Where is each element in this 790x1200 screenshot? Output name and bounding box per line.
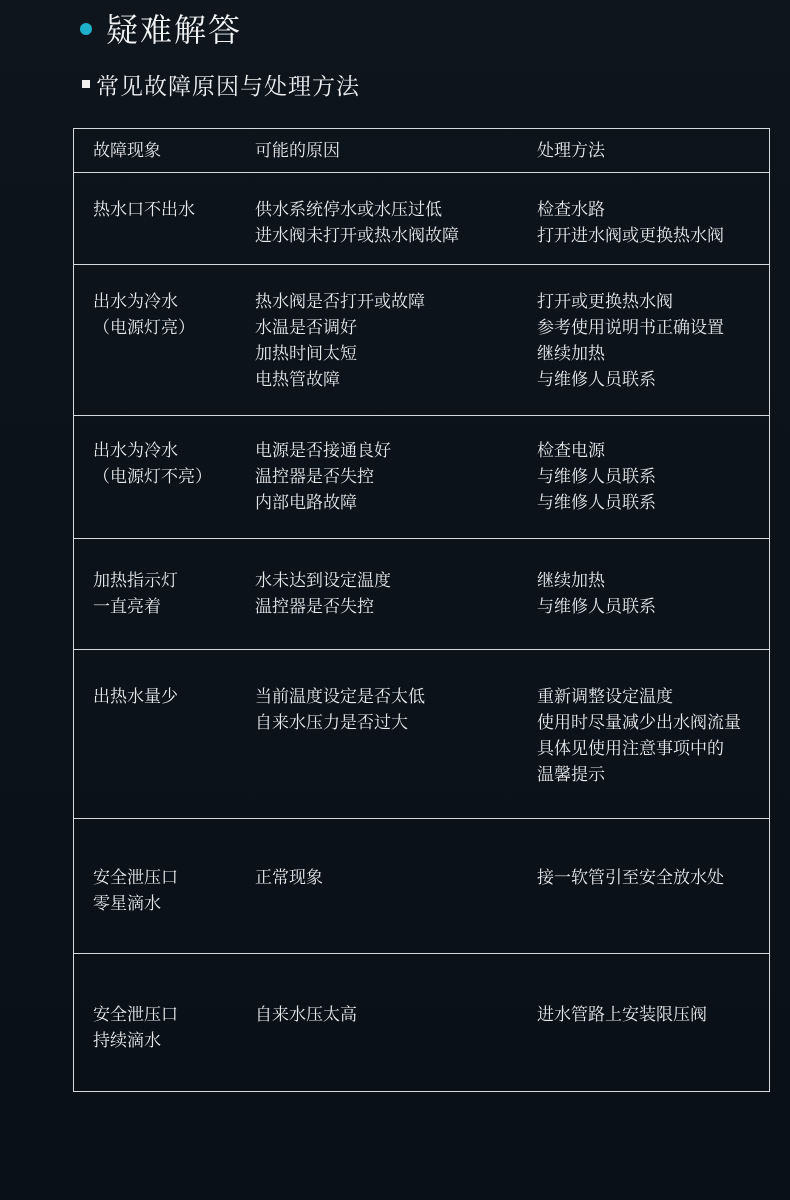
header-cause: 可能的原因 (255, 141, 340, 161)
table-row (74, 265, 769, 416)
table-row (74, 819, 769, 954)
symptom-cell: 加热指示灯 一直亮着 (93, 571, 178, 617)
header-solution: 处理方法 (537, 141, 605, 161)
page-title: 疑难解答 (106, 11, 243, 49)
troubleshooting-table (73, 128, 770, 1092)
table-row (74, 173, 769, 265)
cause-cell: 供水系统停水或水压过低 进水阀未打开或热水阀故障 (255, 200, 459, 246)
solution-cell: 检查水路 打开进水阀或更换热水阀 (537, 200, 724, 246)
table-header-row (74, 129, 769, 173)
symptom-cell: 安全泄压口 持续滴水 (93, 1005, 178, 1051)
symptom-cell: 出水为冷水 （电源灯不亮） (93, 441, 212, 487)
cause-cell: 水未达到设定温度 温控器是否失控 (255, 571, 391, 617)
circle-dot-icon (80, 23, 92, 35)
symptom-cell: 出水为冷水 （电源灯亮） (93, 292, 195, 338)
title-row (80, 6, 242, 50)
solution-cell: 检查电源 与维修人员联系 与维修人员联系 (537, 441, 656, 513)
symptom-cell: 安全泄压口 零星滴水 (93, 868, 178, 914)
cause-cell: 当前温度设定是否太低 自来水压力是否过大 (255, 687, 425, 733)
solution-cell: 重新调整设定温度 使用时尽量减少出水阀流量 具体见使用注意事项中的 温馨提示 (537, 687, 741, 785)
symptom-cell: 热水口不出水 (93, 200, 195, 220)
square-bullet-icon (82, 80, 90, 88)
section-title: 常见故障原因与处理方法 (96, 73, 360, 100)
section-heading (82, 68, 360, 100)
solution-cell: 进水管路上安装限压阀 (537, 1005, 707, 1025)
solution-cell: 接一软管引至安全放水处 (537, 868, 724, 888)
header-symptom: 故障现象 (93, 141, 161, 161)
table-row (74, 539, 769, 650)
table-row (74, 650, 769, 819)
table-row (74, 416, 769, 539)
cause-cell: 电源是否接通良好 温控器是否失控 内部电路故障 (255, 441, 391, 513)
cause-cell: 热水阀是否打开或故障 水温是否调好 加热时间太短 电热管故障 (255, 292, 425, 390)
solution-cell: 打开或更换热水阀 参考使用说明书正确设置 继续加热 与维修人员联系 (537, 292, 724, 390)
table-row (74, 954, 769, 1091)
symptom-cell: 出热水量少 (93, 687, 178, 707)
cause-cell: 自来水压太高 (255, 1005, 357, 1025)
solution-cell: 继续加热 与维修人员联系 (537, 571, 656, 617)
cause-cell: 正常现象 (255, 868, 323, 888)
